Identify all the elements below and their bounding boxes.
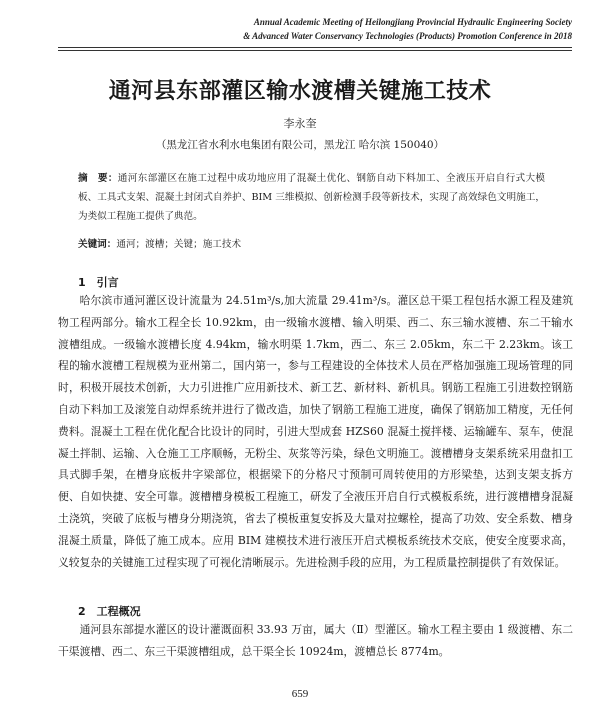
page-number: 659 [291,688,309,700]
conference-header [243,15,572,43]
keywords-label: 关键词： [78,239,117,250]
section-2-heading: 2 工程概况 [78,605,141,618]
header-line-1: Annual Academic Meeting of Heilongjiang Provincial Hydraulic Engineering Society [253,17,572,27]
section-1-paragraph: 哈尔滨市通河灌区设计流量为 24.51m³/s,加大流量 29.41m³/s。灌区总干渠工程包括水源工程及建筑物工程两部分。输水工程全长 10.92km，由一级输水渡槽、输入明渠、西二、东三输水渡槽、东二干输水渡槽组成。一级输水渡槽长度 4.94km，输水明渠 1.7km，西二、东三 2.05km，东二干 2.23km。该工程的输水渡槽工程规模为亚州第二，国内第一，参与工程建设的全体技术人员在严格加强施工现场管理的同时，积极开展技术创新，大力引进推广应用新技术、新工艺、新材料、新机具。钢筋工程施工引进数控钢筋自动下料加工及滚笼自动焊系统并进行了微改造，加快了钢筋工程施工进度，确保了钢筋加工精度，无任何费料。混凝土工程在优化配合比设计的同时，引进大型成套 HZS60 混凝土搅拌楼、运输罐车、泵车，使混凝土拌制、运输、入仓施工工序顺畅，无粉尘、灰浆等污染，绿色文明施工。渡槽槽身支架系统采用盘扣工具式脚手架，在槽身底板井字梁部位，根据梁下的分格尺寸预制可周转使用的方形梁垫，达到支架支拆方便、自如快捷、安全可靠。渡槽槽身模板工程施工，研发了全液压开启自行式模板系统，进行渡槽槽身混凝土浇筑，突破了底板与槽身分期浇筑，省去了模板重复安拆及大量对拉螺栓，提高了功效、安全系数、槽身混凝土质量，降低了施工成本。应用 BIM 建模技术进行液压开启式模板系统技术交底，使安全度要求高，义较复杂的关键施工过程实现了可视化清晰展示。先进检测手段的应用，为工程质量控制提供了有效保证。 [58,294,573,569]
author-name: 李永奎 [283,117,317,130]
abstract-text: 通河东部灌区在施工过程中成功地应用了混凝土优化、钢筋自动下料加工、全液压开启自行式大模板、工具式支架、混凝土封闭式自养护、BIM 三维模拟、创新检测手段等新技术，实现了高效绿色文明施工，为类似工程施工提供了典范。 [78,173,546,222]
section-2-paragraph: 通河县东部提水灌区的设计灌溉面积 33.93 万亩，属大（Ⅱ）型灌区。输水工程主要由 1 级渡槽、东二干渠渡槽、西二、东三干渠渡槽组成，总干渠全长 10924m，渡槽总长 8774m。 [58,623,573,658]
abstract [78,169,545,226]
paper-title: 通河县东部灌区输水渡槽关键施工技术 [108,79,492,104]
header-rule-thin [58,50,572,51]
abstract-label: 摘 要： [78,173,118,184]
header-line-2: & Advanced Water Conservancy Technologies (Products) Promotion Conference in 2018 [243,31,572,41]
section-1-heading: 1 引言 [78,276,119,289]
header-rule-thick [58,47,572,48]
author-affiliation: （黑龙江省水利水电集团有限公司，黑龙江 哈尔滨 150040） [155,139,445,151]
keywords [78,235,545,254]
keywords-text: 通河；渡槽；关键；施工技术 [116,239,242,250]
